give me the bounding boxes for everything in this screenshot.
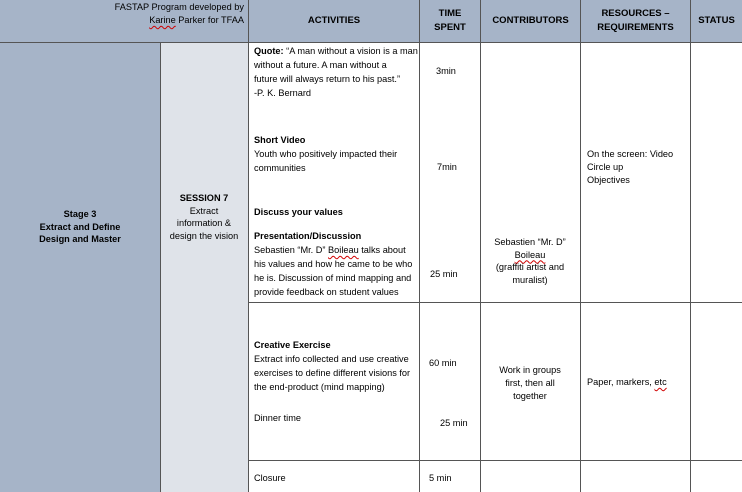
contributor-sebastien: Sebastien “Mr. D” Boileau (graffiti artist and muralist)	[494, 237, 566, 285]
creative-exercise-contributors: Work in groups first, then all together	[499, 365, 561, 401]
creative-exercise-activity: Creative Exercise Extract info collected and use creative exercises to define different visions for the end-product (mind mapping)	[254, 340, 411, 392]
creative-exercise-time: 60 min	[429, 358, 457, 368]
short-video-time: 7min	[437, 162, 457, 172]
closure-time: 5 min	[429, 473, 452, 483]
time-spent-header: TIME SPENT	[434, 8, 466, 33]
discuss-values-title: Discuss your values	[254, 207, 343, 217]
short-video-activity: Short Video Youth who positively impacted their communities	[254, 135, 398, 173]
presentation-activity: Presentation/Discussion Sebastien “Mr. D” Boileau talks about his values and how he came to be who he is. Discussion of mind mapping and provide feedback on student values	[254, 231, 413, 297]
status-header: STATUS	[698, 15, 735, 26]
quote-activity: Quote: “A man without a vision is a man without a future. A man without a future will always return to his past.” -P. K. Bernard	[254, 46, 418, 98]
session-column	[160, 43, 248, 492]
resources-header: RESOURCES – REQUIREMENTS	[597, 8, 674, 33]
resources-screen: On the screen: Video Circle up Objectives	[587, 149, 674, 185]
closure-label: Closure	[254, 473, 286, 483]
contributors-header: CONTRIBUTORS	[492, 15, 569, 26]
program-credit: FASTAP Program developed by Karine Parker for TFAA	[114, 2, 244, 25]
stage-column	[0, 43, 160, 492]
presentation-time: 25 min	[430, 269, 458, 279]
author-name: Karine	[149, 15, 176, 25]
quote-time: 3min	[436, 66, 456, 76]
stage-label: Stage 3 Extract and Define Design and Master	[39, 209, 121, 244]
activities-header: ACTIVITIES	[307, 15, 361, 26]
dinner-time: 25 min	[440, 418, 468, 428]
dinner-label: Dinner time	[254, 413, 301, 423]
session-label: SESSION 7 Extract information & design the vision	[169, 193, 239, 241]
creative-exercise-resources: Paper, markers, etc	[587, 377, 667, 387]
